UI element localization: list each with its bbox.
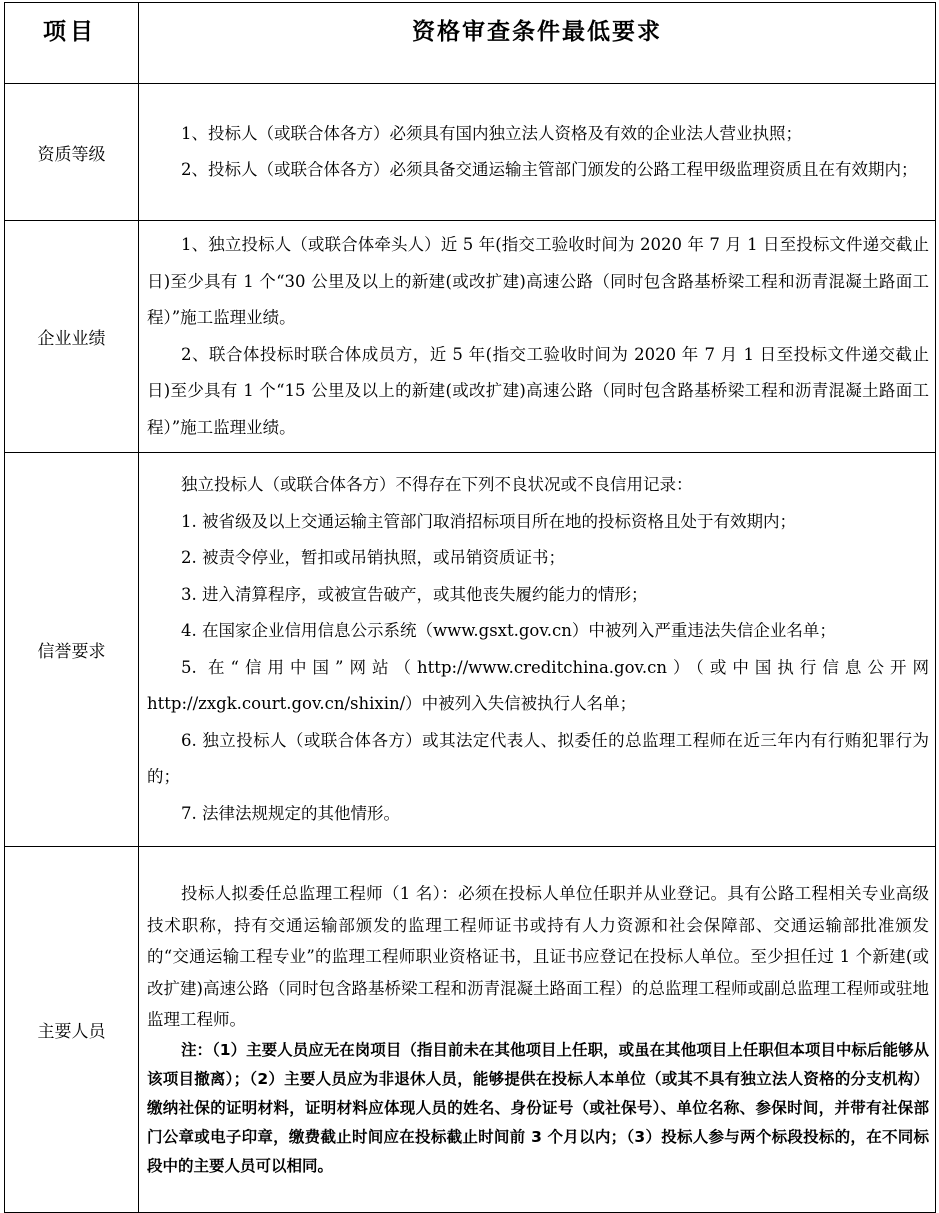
list-item: 5. 在“信用中国”网站（http://www.creditchina.gov.cn）（或中国执行信息公开网 http://zxgk.court.gov.cn/shixin/）中被列入失信被执行人名单；: [147, 657, 929, 713]
row-content: [139, 453, 936, 847]
row-content: [139, 221, 936, 453]
paragraph: 1、投标人（或联合体各方）必须具有国内独立法人资格及有效的企业法人营业执照；: [181, 123, 802, 143]
list-item: 6. 独立投标人（或联合体各方）或其法定代表人、拟委任的总监理工程师在近三年内有行贿犯罪行为的；: [147, 730, 929, 786]
table-row: [5, 847, 936, 1213]
table-row: [5, 221, 936, 453]
list-item: 2. 被责令停业，暂扣或吊销执照，或吊销资质证书；: [181, 548, 565, 567]
paragraph: 1、独立投标人（或联合体牵头人）近 5 年(指交工验收时间为 2020 年 7 月 1 日至投标文件递交截止日)至少具有 1 个“30 公里及以上的新建(或改扩建)高速公路（同时包含路基桥梁工程和沥青混凝土路面工程）”施工监理业绩。: [147, 235, 929, 327]
table-header-row: [5, 3, 936, 84]
list-item: 1. 被省级及以上交通运输主管部门取消招标项目所在地的投标资格且处于有效期内；: [181, 511, 796, 531]
row-label: 主要人员: [5, 847, 139, 1213]
paragraph: 独立投标人（或联合体各方）不得存在下列不良状况或不良信用记录：: [181, 475, 693, 494]
row-label: 企业业绩: [5, 221, 139, 453]
row-label: 资质等级: [5, 84, 139, 221]
header-requirements: 资格审查条件最低要求: [139, 3, 936, 84]
table-row: [5, 453, 936, 847]
header-item: 项目: [5, 3, 139, 84]
paragraph: 2、投标人（或联合体各方）必须具备交通运输主管部门颁发的公路工程甲级监理资质且在有效期内；: [181, 160, 918, 179]
row-label: 信誉要求: [5, 453, 139, 847]
qualification-table: [4, 2, 936, 1213]
paragraph: 投标人拟委任总监理工程师（1 名）：必须在投标人单位任职并从业登记。具有公路工程相关专业高级技术职称，持有交通运输部颁发的监理工程师证书或持有人力资源和社会保障部、交通运输部批准颁发的“交通运输工程专业”的监理工程师职业资格证书，且证书应登记在投标人单位。至少担任过 1 个新建(或改扩建)高速公路（同时包含路基桥梁工程和沥青混凝土路面工程）的总监理工程师或副总监理工程师或驻地监理工程师。: [147, 884, 929, 1030]
list-item: 4. 在国家企业信用信息公示系统（www.gsxt.gov.cn）中被列入严重违法失信企业名单；: [181, 621, 836, 640]
paragraph: 2、联合体投标时联合体成员方，近 5 年(指交工验收时间为 2020 年 7 月 1 日至投标文件递交截止日)至少具有 1 个“15 公里及以上的新建(或改扩建)高速公路（同时包含路基桥梁工程和沥青混凝土路面工程）”施工监理业绩。: [147, 344, 929, 437]
list-item: 7. 法律法规规定的其他情形。: [181, 803, 400, 823]
table-row: [5, 84, 936, 221]
row-content: [139, 847, 936, 1213]
row-content: [139, 84, 936, 221]
note-paragraph: 注：（1）主要人员应无在岗项目（指目前未在其他项目上任职，或虽在其他项目上任职但本项目中标后能够从该项目撤离）；（2）主要人员应为非退休人员，能够提供在投标人本单位（或其不具有独立法人资格的分支机构）缴纳社保的证明材料，证明材料应体现人员的姓名、身份证号（或社保号）、单位名称、参保时间，并带有社保部门公章或电子印章，缴费截止时间应在投标截止时间前 3 个月以内；（3）投标人参与两个标段投标的，在不同标段中的主要人员可以相同。: [147, 1040, 929, 1175]
list-item: 3. 进入清算程序，或被宣告破产，或其他丧失履约能力的情形；: [181, 584, 648, 604]
